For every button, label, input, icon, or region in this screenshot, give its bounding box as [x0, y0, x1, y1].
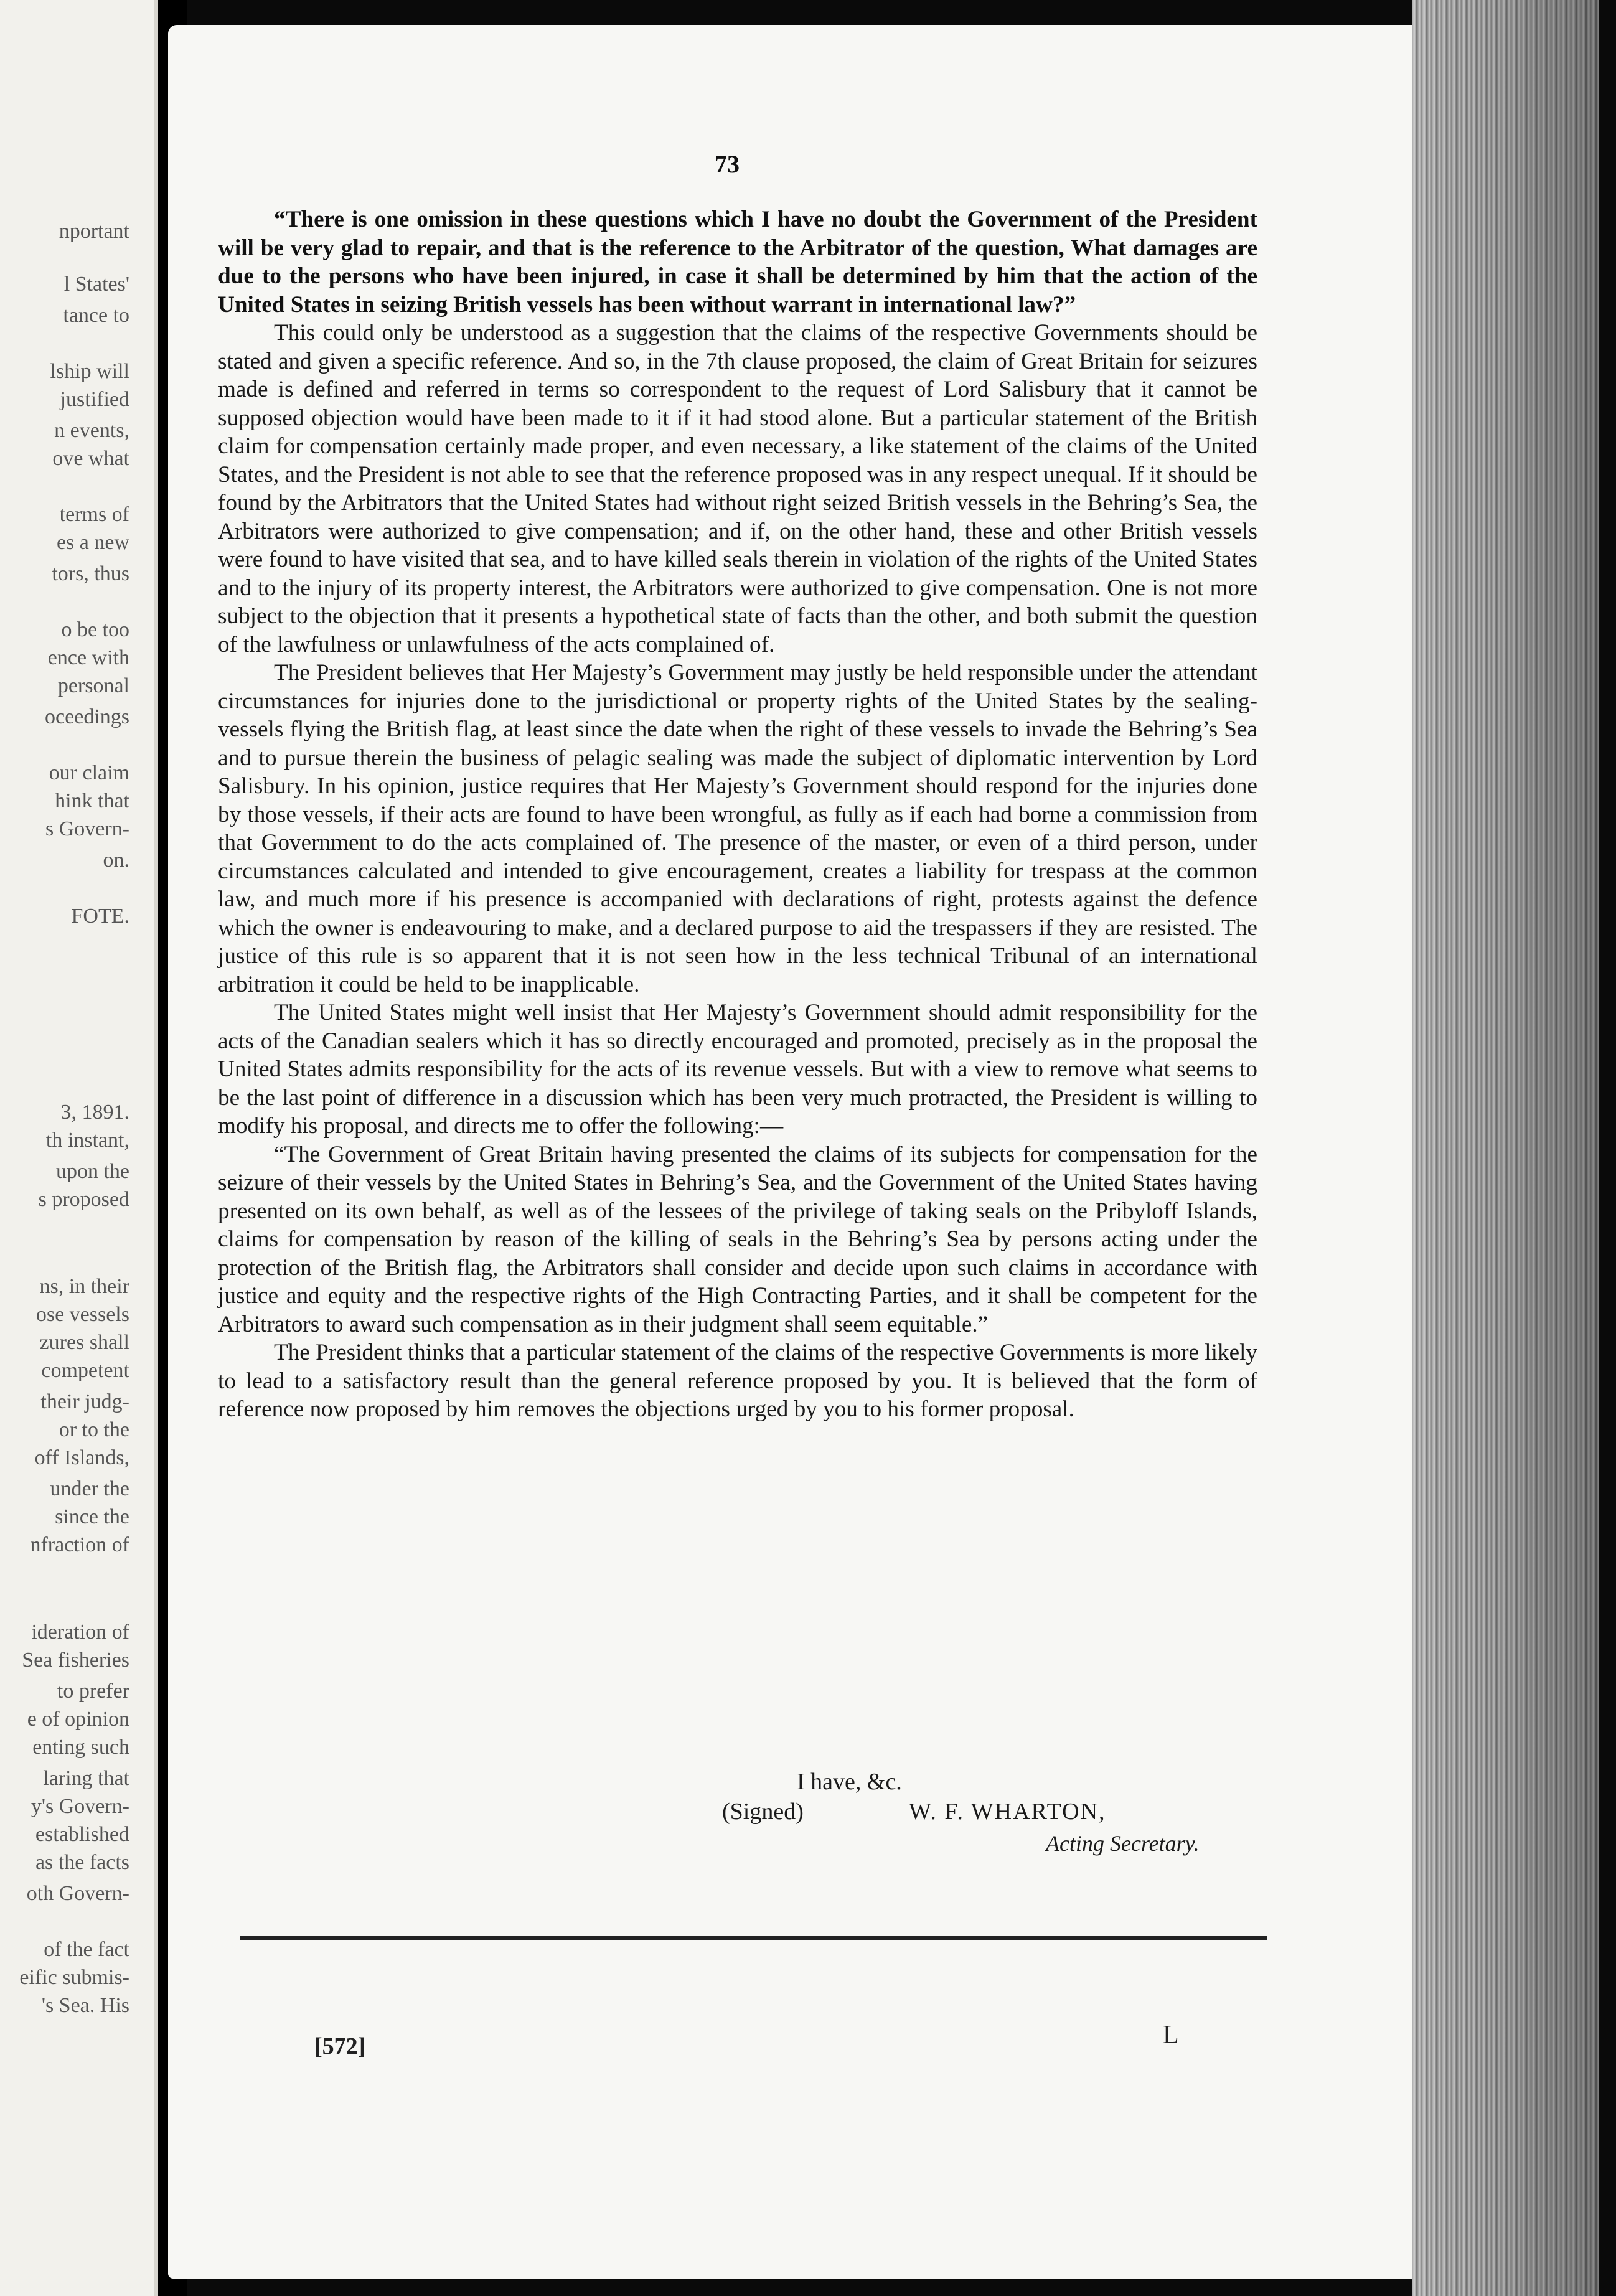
closing-line: I have, &c. — [797, 1769, 902, 1795]
prev-page-line: their judg- — [40, 1390, 129, 1413]
prev-page-line: oth Govern- — [26, 1882, 129, 1905]
printer-signature-mark: [572] — [314, 2033, 366, 2059]
prev-page-line: tance to — [63, 304, 129, 327]
prev-page-line: terms of — [59, 503, 129, 526]
prev-page-line: as the facts — [35, 1851, 129, 1874]
prev-page-line: n events, — [54, 419, 129, 442]
prev-page-line: 3, 1891. — [60, 1101, 129, 1124]
prev-page-line: hink that — [55, 789, 129, 812]
prev-page-line: personal — [57, 674, 129, 697]
prev-page-line: our claim — [49, 761, 129, 784]
paragraph: The President thinks that a particular statement of the claims of the respective Governments is more likely to lead to a satisfactory result than the general reference proposed by you. It is believed that the form of reference now proposed by him removes the objections urged by you to his former proposal. — [218, 1340, 1257, 1422]
prev-page-line: lship will — [50, 360, 129, 383]
signed-label: (Signed) — [722, 1799, 804, 1825]
prev-page-line: ns, in their — [39, 1275, 129, 1298]
prev-page-line: justified — [60, 388, 129, 411]
prev-page-line: e of opinion — [27, 1708, 129, 1731]
prev-page-line: nportant — [59, 220, 129, 243]
prev-page-line: ose vessels — [35, 1303, 129, 1326]
prev-page-line: enting such — [32, 1736, 129, 1759]
prev-page-line: l States' — [63, 273, 129, 296]
prev-page-line: nfraction of — [30, 1533, 129, 1556]
prev-page-line: s proposed — [38, 1188, 129, 1211]
prev-page-line: zures shall — [39, 1331, 129, 1354]
prev-page-line: ence with — [47, 646, 129, 669]
prev-page-line: competent — [41, 1359, 129, 1382]
prev-page-line: since the — [55, 1505, 129, 1528]
paragraph: The United States might well insist that Her Majesty’s Government should admit responsibility for the acts of the Canadian sealers which it has so directly encouraged and promoted, precisely as in the proposal the United States admits responsibility for the acts of its revenue vessels. But with a view to remove what seems to be the last point of difference in a discussion which has been very much protracted, the President is willing to modify his proposal, and directs me to offer the following:— — [218, 1000, 1257, 1139]
prev-page-line: on. — [103, 849, 129, 872]
prev-page-line: upon the — [55, 1160, 129, 1183]
gathering-letter: L — [1163, 2021, 1179, 2049]
page-number: 73 — [715, 150, 740, 178]
prev-page-line: under the — [50, 1477, 129, 1500]
prev-page-line: Sea fisheries — [22, 1649, 129, 1672]
paragraph: This could only be understood as a suggestion that the claims of the respective Governments should be stated and given a specific reference. And so, in the 7th clause proposed, the claim of Great Britain for seizures made is defined and referred in terms so correspondent to the request of Lord Salisbury that it cannot be supposed objection would have been made to it if it had stood alone. But a particular statement of the British claim for compensation certainly made proper, and even necessary, a like statement of the claims of the United States, and the President is not able to see that the reference proposed was in any respect unequal. If it should be found by the Arbitrators that the United States had without right seized British vessels in the Behring’s Sea, the Arbitrators were authorized to give compensation; and if, on the other hand, these and other British vessels were found to have visited that sea, and to have killed seals therein in violation of the rights of the United States and to the injury of its property interest, the Arbitrators were authorized to give compensation. One is not more subject to the objection that it presents a hypothetical state of facts than the other, and both submit the question of the lawfulness or unlawfulness of the acts complained of. — [218, 320, 1257, 657]
previous-page-fragment — [0, 0, 158, 2296]
paragraph-proposed-clause: “The Government of Great Britain having presented the claims of its subjects for compensation for the seizure of their vessels by the United States in Behring’s Sea, and the Government of the United States having presented on its own behalf, as well as of the lessees of the privilege of taking seals on the Pribyloff Islands, claims for compensation by reason of the killing of seals in the Behring’s Sea by persons acting under the protection of the British flag, the Arbitrators shall consider and decide upon such claims in accordance with justice and equity and the respective rights of the High Contracting Parties, and it shall be competent for the Arbitrators to award such compensation as in their judgment shall seem equitable.” — [218, 1141, 1257, 1337]
prev-page-line: laring that — [43, 1767, 129, 1790]
prev-page-line: s Govern- — [45, 817, 129, 840]
prev-page-line: es a new — [56, 531, 129, 554]
footer-rule — [240, 1936, 1267, 1940]
prev-page-line: off Islands, — [34, 1446, 129, 1469]
prev-page-line: tors, thus — [52, 562, 129, 585]
prev-page-line: oceedings — [45, 705, 129, 728]
prev-page-line: o be too — [61, 618, 129, 641]
prev-page-line: to prefer — [57, 1680, 129, 1703]
prev-page-line: th instant, — [45, 1129, 129, 1152]
prev-page-line: of the fact — [44, 1938, 129, 1961]
prev-page-line: eific submis- — [19, 1966, 129, 1989]
prev-page-line: ideration of — [31, 1621, 129, 1644]
prev-page-line: or to the — [59, 1418, 129, 1441]
book-page-edges — [1412, 0, 1599, 2296]
prev-page-line: established — [35, 1823, 129, 1846]
prev-page-line: ove what — [52, 447, 129, 470]
letter-body — [218, 205, 1257, 1424]
prev-page-line: 's Sea. His — [41, 1994, 129, 2017]
signer-name: W. F. WHARTON, — [909, 1799, 1106, 1825]
paragraph: The President believes that Her Majesty’s Government may justly be held responsible under the attendant circumstances for injuries done to the jurisdictional or property rights of the United States by the sealing-vessels flying the British flag, at least since the date when the right of these vessels to invade the Behring’s Sea and to pursue therein the business of pelagic sealing was made the subject of diplomatic intervention by Lord Salisbury. In his opinion, justice requires that Her Majesty’s Government should respond for the injuries done by those vessels, if their acts are found to have been wrongful, as fully as if each had borne a commission from that Government to do the acts complained of. The presence of the master, or even of a third person, under circumstances calculated and intended to give encouragement, creates a liability for trespass at the common law, and much more if his presence is accompanied with declarations of right, protests against the defence which the owner is endeavouring to make, and a declared purpose to aid the trespassers if they are resisted. The justice of this rule is so apparent that it is not seen how in the less technical Tribunal of an international arbitration it could be held to be inapplicable. — [218, 660, 1257, 997]
paragraph-quotation: “There is one omission in these questions which I have no doubt the Government of the President will be very glad to repair, and that is the reference to the Arbitrator of the question, What damages are due to the persons who have been injured, in case it shall be determined by him that the action of the United States in seizing British vessels has been without warrant in international law?” — [218, 207, 1257, 318]
prev-page-line: FOTE. — [71, 905, 129, 928]
signer-title: Acting Secretary. — [1046, 1831, 1200, 1856]
prev-page-line: y's Govern- — [31, 1795, 129, 1818]
